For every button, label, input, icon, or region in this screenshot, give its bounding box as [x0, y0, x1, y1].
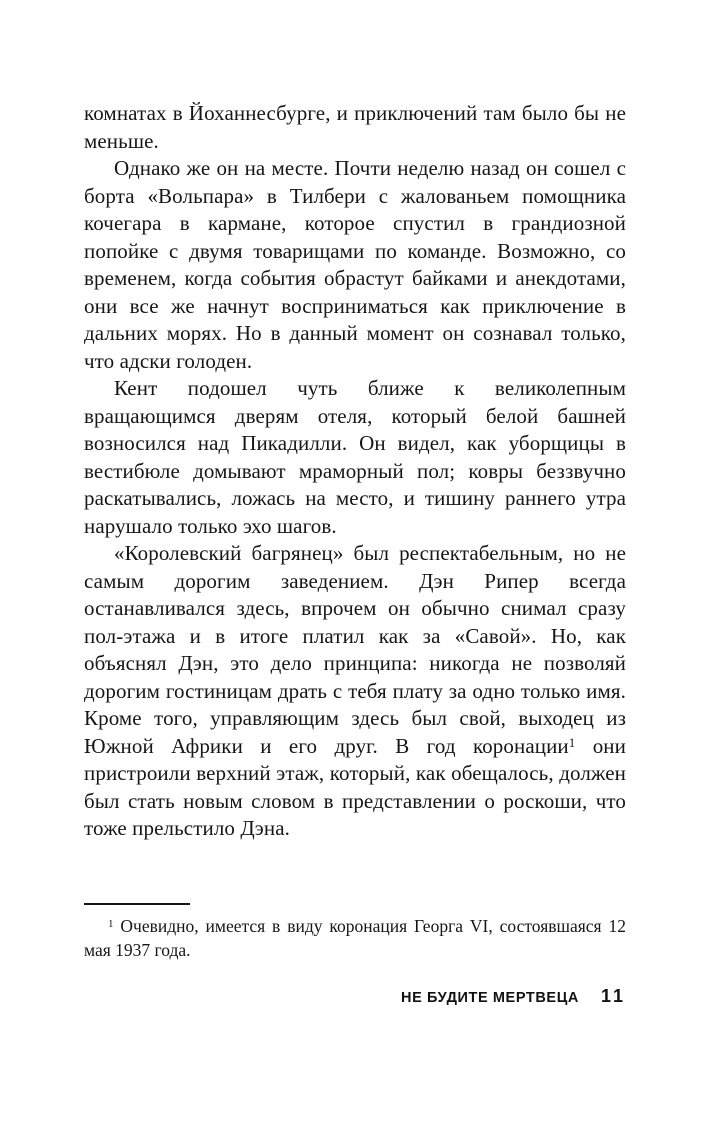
paragraph-continuation: комнатах в Йоханнесбурге, и приключений там было бы не меньше.: [84, 101, 626, 153]
footnote-block: [84, 903, 626, 962]
footnote: [84, 914, 626, 962]
paragraph: Кент подошел чуть ближе к великолепным вращающимся дверям отеля, который белой башней возносился над Пикадилли. Он видел, как уборщицы в вестибюле домывают мраморный пол; ковры беззвучно раскатывались, ложась на место, и тишину раннего утра нарушало только эхо шагов.: [84, 376, 626, 538]
page-number: 11: [600, 986, 626, 1006]
footnote-reference-marker: 1: [568, 734, 576, 750]
paragraph: Однако же он на месте. Почти неделю назад он сошел с борта «Вольпара» в Тилбери с жалованьем помощника кочегара в кармане, которое спустил в грандиозной попойке с двумя товарищами по команде. Возможно, со временем, когда события обрастут байками и анекдотами, они все же начнут восприниматься как приключение в дальних морях. Но в данный момент он сознавал только, что адски голоден.: [84, 156, 626, 373]
page-footer: [84, 986, 626, 1007]
paragraph-text: «Королевский багрянец» был респектабельным, но не самым дорогим заведением. Дэн Рипер всегда останавливался здесь, впрочем он обычно снимал сразу пол-этажа и в итоге платил как за «Савой». Но, как объяснял Дэн, это дело принципа: никогда не позволяй дорогим гостиницам драть с тебя плату за одно только имя. Кроме того, управляющим здесь был свой, выходец из Южной Африки и его друг. В год коронации: [84, 541, 626, 758]
footnote-text: Очевидно, имеется в виду коронация Георга VI, состоявшаяся 12 мая 1937 года.: [84, 916, 626, 960]
body-text: [84, 100, 626, 843]
paragraph-with-footnote: [84, 540, 626, 843]
running-title: НЕ БУДИТЕ МЕРТВЕЦА: [401, 990, 579, 1006]
footnote-marker: 1: [108, 918, 114, 930]
footnote-separator-rule: [84, 903, 190, 905]
paragraph-text: они пристроили верхний этаж, который, как обещалось, должен был стать новым словом в представлении о роскоши, что тоже прельстило Дэна.: [84, 733, 626, 840]
